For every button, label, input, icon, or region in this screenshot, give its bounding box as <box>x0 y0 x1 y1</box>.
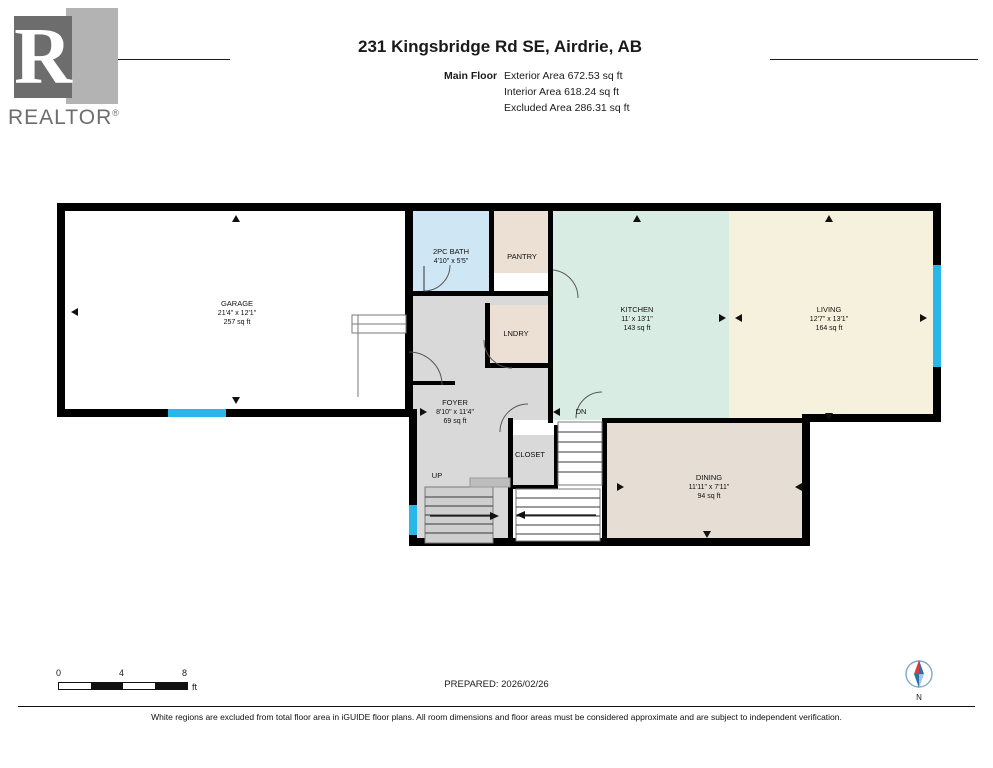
room-label-garage-area: 257 sq ft <box>223 319 251 326</box>
realtor-registered-mark: ® <box>112 108 120 118</box>
window-living-right <box>933 265 941 367</box>
room-label-dn: DN <box>575 407 587 416</box>
room-label-bath-dim: 4'10" x 5'5" <box>433 258 469 265</box>
footer-divider <box>18 706 975 707</box>
room-label-closet: CLOSET <box>514 450 546 459</box>
wall-foyer-stub <box>411 381 455 385</box>
scale-unit: ft <box>192 682 198 692</box>
stairs-down <box>516 489 600 541</box>
room-label-pantry-name: PANTRY <box>507 252 537 261</box>
wall-right-step <box>802 414 941 422</box>
room-label-lndry-name: LNDRY <box>503 329 529 338</box>
room-label-foyer-area: 69 sq ft <box>443 418 467 425</box>
scale-tick-0: 0 <box>56 668 62 678</box>
excluded-area: Excluded Area 286.31 sq ft <box>504 102 630 114</box>
disclaimer-text: White regions are excluded from total floor area in iGUIDE floor plans. All room dimensions and floor areas must be considered approximate and are subject to independent verification. <box>151 712 842 722</box>
wall-closet-right <box>554 425 558 487</box>
wall-top <box>57 203 941 211</box>
room-label-living-dim: 12'7" x 13'1" <box>809 316 849 323</box>
window-stairs-left <box>409 505 417 535</box>
compass-rose <box>897 655 941 705</box>
room-label-kitchen-name: KITCHEN <box>620 305 654 314</box>
wall-kitchen-hall <box>548 273 553 423</box>
room-label-up: UP <box>431 471 443 480</box>
pantry-fill <box>493 209 552 273</box>
page-title: 231 Kingsbridge Rd SE, Airdrie, AB <box>230 34 770 60</box>
room-label-dining-dim: 11'11" x 7'11" <box>688 484 730 491</box>
realtor-logo-letter: R <box>14 13 72 101</box>
wall-lndry-bottom <box>485 363 551 368</box>
living-fill <box>729 209 934 420</box>
room-label-bath-name: 2PC BATH <box>432 247 470 256</box>
window-garage-door <box>168 409 226 417</box>
floor-label: Main Floor <box>444 70 498 82</box>
wall-closet-bottom <box>512 485 558 489</box>
wall-pantry-right <box>548 209 553 273</box>
room-label-garage-name: GARAGE <box>220 299 254 308</box>
room-label-dining-name: DINING <box>695 473 723 482</box>
room-label-dining-area: 94 sq ft <box>697 493 721 500</box>
room-label-living-name: LIVING <box>816 305 842 314</box>
room-label-foyer-name: FOYER <box>442 398 468 407</box>
room-label-garage-dim: 21'4" x 12'1" <box>217 310 257 317</box>
scale-tick-8: 8 <box>182 668 188 678</box>
wall-dining-left <box>602 418 607 546</box>
wall-lndry-left <box>485 303 490 367</box>
exterior-area: Exterior Area 672.53 sq ft <box>504 70 623 82</box>
wall-bath-bottom <box>411 291 552 296</box>
wall-garage-bottom <box>57 409 411 417</box>
room-label-foyer-dim: 8'10" x 11'4" <box>436 409 474 416</box>
wall-left <box>57 203 65 417</box>
compass-icon <box>897 655 941 693</box>
room-label-kitchen-area: 143 sq ft <box>623 325 651 332</box>
scale-tick-4: 4 <box>119 668 125 678</box>
room-label-kitchen-dim: 11' x 13'1" <box>621 316 653 323</box>
prepared-date: PREPARED: 2026/02/26 <box>444 679 549 690</box>
stairs-upper-landing <box>558 422 602 485</box>
room-label-living-area: 164 sq ft <box>815 325 843 332</box>
interior-area: Interior Area 618.24 sq ft <box>504 86 619 98</box>
wall-right-lower <box>802 414 810 546</box>
kitchen-fill <box>552 209 729 420</box>
wall-bath-right <box>489 209 494 295</box>
wall-kitchen-dining <box>602 418 804 423</box>
dining-fill <box>606 420 802 545</box>
compass-north-label: N <box>916 693 922 702</box>
closet-fill <box>512 435 556 485</box>
realtor-wordmark-text: REALTOR <box>8 106 113 129</box>
